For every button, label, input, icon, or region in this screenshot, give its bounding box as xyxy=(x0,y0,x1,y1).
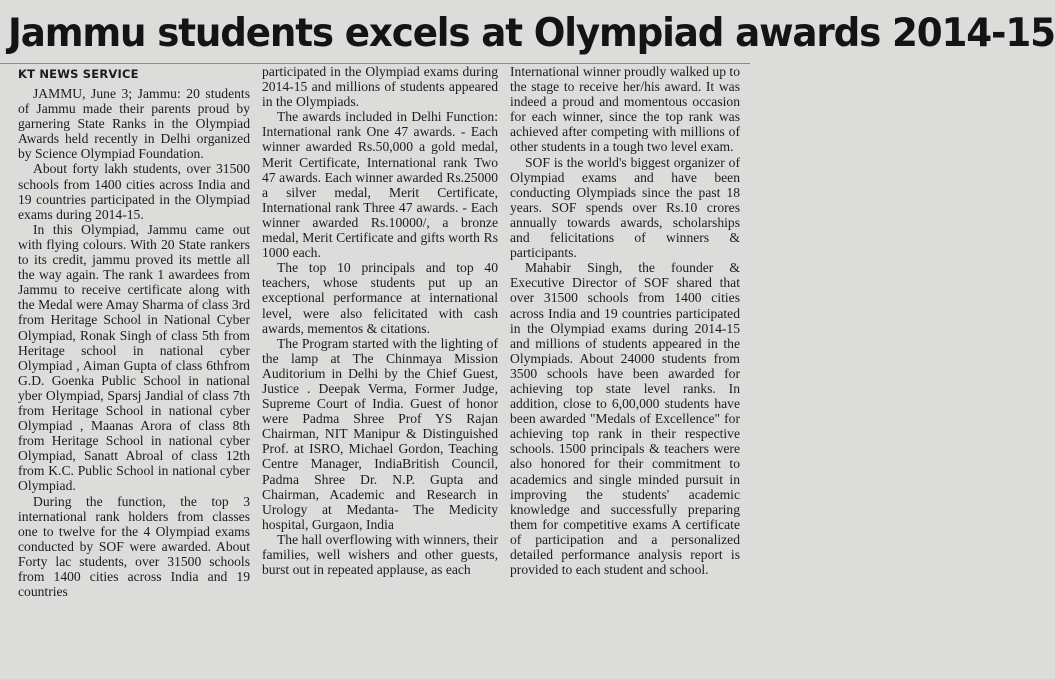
paragraph: In this Olympiad, Jammu came out with flying colours. With 20 State rankers to its credit, jammu proved its mettle all the way again. The rank 1 awardees from Jammu to receive certificate along with the Medal were Amay Sharma of class 3rd from Heritage School in National Cyber Olympiad, Ronak Singh of class 5th from Heritage school in national cyber Olympiad , Aiman Gupta of class 6thfrom G.D. Goenka Public School in national yber Olympiad, Sparsj Jandial of class 7th from Heritage School in national cyber Olympiad , Maanas Arora of class 8th from Heritage School in national cyber Olympiad, Sanatt Abroal of class 12th from K.C. Public School in national cyber Olympiad. xyxy=(18,221,250,494)
paragraph: The Program started with the lighting of the lamp at The Chinmaya Mission Auditorium in Delhi by the Chief Guest, Justice . Deepak Verma, Former Judge, Supreme Court of India. Guest of honor were Padma Shree Prof YS Rajan Chairman, NIT Manipur & Distinguished Prof. at ISRO, Michael Gordon, Teaching Centre Manager, IndiaBritish Council, Padma Shree Dr. N.P. Gupta and Chairman, Academic and Research in Urology at Medanta- The Medicity hospital, Gurgaon, India xyxy=(262,335,498,532)
paragraph: The top 10 principals and top 40 teachers, whose students put up an exceptional performance at international level, were also felicitated with cash awards, mementos & citations. xyxy=(262,260,498,336)
paragraph: SOF is the world's biggest organizer of Olympiad exams and have been conducting Olympiads since the past 18 years. SOF spends over Rs.10 crores annually towards awards, scholarships and felicitations of winners & participants. xyxy=(510,154,740,261)
column-1 xyxy=(18,64,250,679)
paragraph: International winner proudly walked up to the stage to receive her/his award. It was indeed a proud and momentous occasion for each winner, since the top rank was achieved after competing with millions of other students in a tough two level exam. xyxy=(510,64,740,155)
paragraph: The awards included in Delhi Function: International rank One 47 awards. - Each winner awarded Rs.50,000 a gold medal, Merit Certificate, International rank Two 47 awards. Each winner awarded Rs.25000 a silver medal, Merit Certificate, International rank Three 47 awards. - Each winner awarded Rs.10000/, a bronze medal, Merit Certificate and gifts worth Rs 1000 each. xyxy=(262,109,498,261)
paragraph: Mahabir Singh, the founder & Executive Director of SOF shared that over 31500 schools from 1400 cities across India and 19 countries participated in the Olympiad exams during 2014-15 and millions of students appeared in the Olympiads. About 24000 students from 3500 schools have been awarded for achieving top state level ranks. In addition, close to 6,00,000 students have been awarded "Medals of Excellence" for achieving top rank in their respective schools. 1500 principals & teachers were also honored for their commitment to academics and single minded pursuit in improving the students' academic knowledge and successfully preparing them for competitive exams A certificate of participation and a personalized detailed performance analysis report is provided to each student and school. xyxy=(510,260,740,578)
paragraph: JAMMU, June 3; Jammu: 20 students of Jammu made their parents proud by garnering State Ranks in the Olympiad Awards held recently in Delhi organized by Science Olympiad Foundation. xyxy=(18,86,250,162)
headline: Jammu students excels at Olympiad awards 2014-15 xyxy=(8,11,1055,56)
paragraph: participated in the Olympiad exams during 2014-15 and millions of students appeared in the Olympiads. xyxy=(262,64,498,110)
column-3 xyxy=(510,64,740,679)
byline: KT NEWS SERVICE xyxy=(18,67,139,81)
paragraph: The hall overflowing with winners, their families, well wishers and other guests, burst out in repeated applause, as each xyxy=(262,531,498,578)
paragraph: During the function, the top 3 international rank holders from classes one to twelve for the 4 Olympiad exams conducted by SOF were awarded. About Forty lac students, over 31500 schools from 1400 cities across India and 19 countries xyxy=(18,493,250,600)
column-2 xyxy=(262,64,498,679)
paragraph: About forty lakh students, over 31500 schools from 1400 cities across India and 19 countries participated in the Olympiad exams during 2014-15. xyxy=(18,161,250,222)
